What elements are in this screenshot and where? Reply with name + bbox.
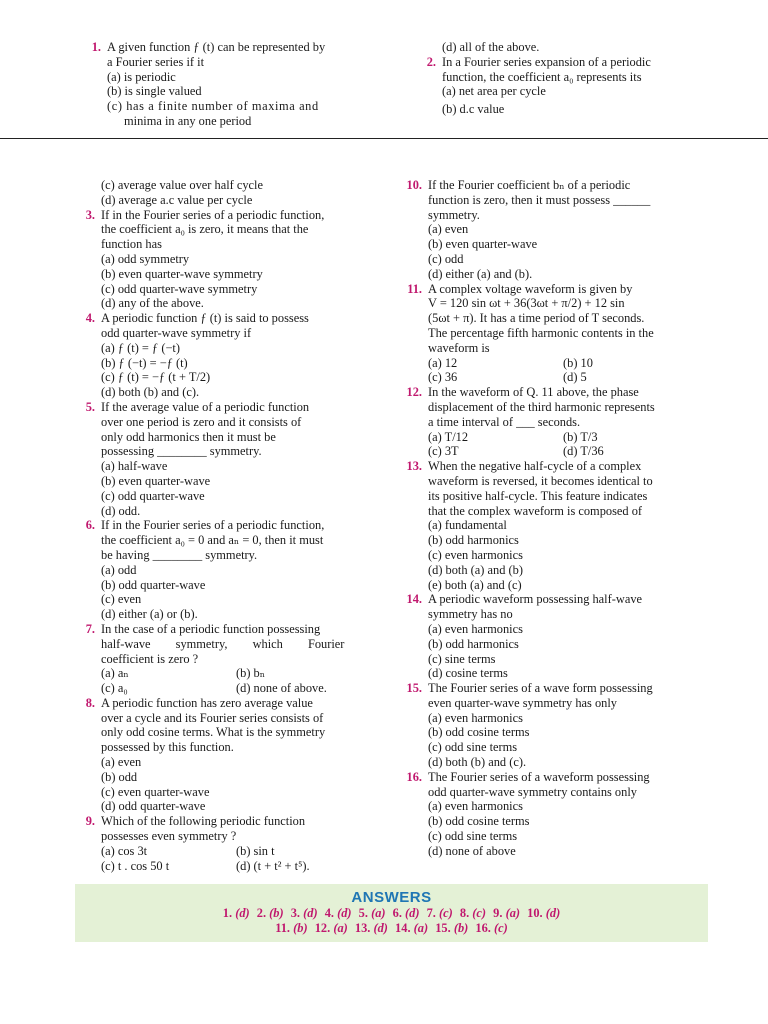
option: (d) 5: [563, 370, 587, 385]
question-number: 4.: [85, 311, 95, 326]
question-text: function, the coefficient a₀ represents its: [442, 69, 642, 84]
option: (a) cos 3t: [101, 843, 148, 858]
question-1: [79, 40, 377, 70]
question-6: [73, 518, 369, 562]
question-number: 12.: [406, 385, 422, 400]
option: (c) 3T: [428, 444, 459, 459]
question-number: 10.: [406, 178, 422, 192]
answer-value: (d): [545, 906, 561, 920]
answer-item: [223, 906, 250, 920]
option: (e) both (a) and (c): [428, 577, 522, 592]
question-text: symmetry has no: [428, 607, 513, 622]
question-text: Which of the following periodic function: [101, 814, 306, 829]
option: (b) odd quarter-wave: [101, 577, 206, 592]
question-text: If in the Fourier series of a periodic function,: [101, 207, 325, 222]
answer-number: 14.: [395, 921, 411, 935]
option: (b) even quarter-wave symmetry: [101, 266, 263, 281]
option: (d) odd quarter-wave: [101, 799, 206, 814]
answer-number: 8.: [459, 906, 470, 920]
question-number: 2.: [426, 54, 436, 69]
option: (a) aₙ: [101, 666, 129, 681]
question-4: [73, 311, 369, 341]
option: (c) a₀: [101, 681, 128, 696]
answers-box: [75, 884, 708, 942]
question-text: the coefficient a₀ is zero, it means that the: [101, 222, 309, 237]
answer-number: 6.: [392, 906, 402, 920]
question-text: odd quarter-wave symmetry if: [101, 325, 252, 340]
option: (a) even: [428, 222, 469, 237]
option: (d) average a.c value per cycle: [101, 192, 253, 207]
question-text: A periodic function ƒ (t) is said to possess: [101, 311, 309, 326]
option: (b) T/3: [563, 429, 598, 444]
option: (d) both (b) and (c).: [101, 385, 200, 400]
answer-value: (c): [439, 906, 453, 920]
answer-number: 2.: [256, 906, 267, 920]
top-right-column: [414, 40, 714, 117]
answer-number: 5.: [358, 906, 368, 920]
option: (d) either (a) or (b).: [101, 607, 198, 622]
option: (a) net area per cycle: [442, 84, 546, 99]
option: (d) cosine terms: [428, 666, 508, 681]
option: (b) odd: [101, 769, 138, 784]
answer-number: 15.: [435, 921, 451, 935]
option: (b) is single valued: [107, 84, 202, 99]
answer-value: (a): [371, 906, 386, 920]
answer-item: [493, 906, 520, 920]
question-text: V = 120 sin ωt + 36(3ωt + π/2) + 12 sin: [428, 296, 625, 311]
question-text: possessed by this function.: [101, 740, 234, 755]
option: (a) 12: [428, 355, 458, 370]
answer-value: (a): [333, 921, 348, 935]
question-5: [73, 400, 369, 459]
question-12: [400, 385, 698, 429]
answer-value: (b): [453, 921, 469, 935]
option-continuation: minima in any one period: [124, 113, 252, 128]
right-column: [400, 178, 698, 859]
answer-number: 4.: [324, 906, 334, 920]
option: (d) none of above: [428, 843, 516, 858]
option: (c) odd sine terms: [428, 740, 518, 755]
answers-row-1: [75, 906, 708, 921]
answer-item: [325, 906, 352, 920]
answer-item: [475, 921, 507, 935]
question-text: be having ________ symmetry.: [101, 547, 258, 562]
question-text: In a Fourier series expansion of a periodic: [442, 54, 651, 69]
option: (a) even harmonics: [428, 799, 523, 814]
answer-number: 16.: [475, 921, 491, 935]
question-text: only odd harmonics then it must be: [101, 429, 276, 444]
question-7: [73, 622, 369, 666]
answer-value: (d): [373, 921, 388, 935]
question-text: possessing ________ symmetry.: [101, 444, 262, 459]
question-text: waveform is: [428, 340, 490, 355]
option: (c) has a finite number of maxima and: [107, 99, 319, 114]
question-number: 13.: [406, 459, 422, 474]
answer-value: (a): [505, 906, 521, 920]
answer-item: [291, 906, 318, 920]
option: (c) even: [101, 592, 142, 607]
answer-value: (a): [413, 921, 429, 935]
answer-number: 3.: [290, 906, 301, 920]
question-3: [73, 208, 369, 252]
option: (b) odd harmonics: [428, 636, 519, 651]
option: (c) average value over half cycle: [101, 178, 264, 192]
option: (d) both (b) and (c).: [428, 755, 527, 770]
question-8: [73, 696, 369, 755]
option: (d) T/36: [563, 444, 604, 459]
question-text: function is zero, then it must possess ______: [428, 192, 651, 207]
question-14: [400, 592, 698, 622]
option: (c) odd sine terms: [428, 829, 518, 844]
answer-value: (c): [494, 921, 508, 935]
option-row: [73, 681, 369, 696]
option: (c) 36: [428, 370, 458, 385]
question-text: In the waveform of Q. 11 above, the phase: [428, 385, 639, 400]
answer-item: [460, 906, 486, 920]
question-2: [414, 55, 714, 85]
option: (d) (t + t² + t⁵).: [236, 858, 310, 873]
question-11: [400, 282, 698, 356]
question-number: 16.: [406, 769, 422, 784]
answer-value: (d): [303, 906, 318, 920]
question-text: If the average value of a periodic function: [101, 399, 310, 414]
answer-value: (b): [269, 906, 284, 920]
answer-item: [427, 906, 453, 920]
question-text: a Fourier series if it: [107, 54, 205, 69]
question-number: 5.: [85, 399, 95, 414]
answer-number: 9.: [493, 906, 503, 920]
answer-number: 12.: [314, 921, 331, 935]
question-text: odd quarter-wave symmetry contains only: [428, 784, 637, 799]
question-text: coefficient is zero ?: [101, 651, 199, 666]
option: (a) T/12: [428, 429, 469, 444]
question-16: [400, 770, 698, 800]
question-number: 3.: [85, 207, 95, 222]
option-row: [400, 444, 698, 459]
question-text: A periodic waveform possessing half-wave: [428, 592, 643, 607]
option-row: [400, 370, 698, 385]
answer-item: [359, 906, 386, 920]
option-row: [73, 859, 369, 874]
option: (b) odd cosine terms: [428, 725, 530, 740]
question-text: (5ωt + π). It has a time period of T seconds.: [428, 311, 645, 326]
answer-item: [355, 921, 388, 935]
option: (a) even: [101, 755, 142, 770]
question-text: possesses even symmetry ?: [101, 829, 237, 844]
option: (c) ƒ (t) = −ƒ (t + T/2): [101, 370, 211, 385]
question-text: A periodic function has zero average value: [101, 695, 313, 710]
option: (a) fundamental: [428, 518, 507, 533]
option: (a) even harmonics: [428, 621, 523, 636]
option: (c) odd: [428, 251, 464, 266]
answer-value: (b): [293, 921, 308, 935]
question-13: [400, 459, 698, 518]
top-left-column: [79, 40, 377, 129]
question-text: a time interval of ___ seconds.: [428, 414, 581, 429]
answer-number: 7.: [426, 906, 436, 920]
answers-row-2: [75, 921, 708, 936]
answer-item: [527, 906, 560, 920]
question-text: The Fourier series of a waveform possessing: [428, 769, 650, 784]
question-number: 9.: [85, 814, 95, 829]
option: (a) odd: [101, 562, 137, 577]
answer-item: [395, 921, 428, 935]
question-number: 1.: [91, 40, 101, 54]
option: (a) odd symmetry: [101, 251, 190, 266]
option-row: [73, 666, 369, 681]
section-divider: [0, 138, 768, 139]
question-10: [400, 178, 698, 222]
question-text: If the Fourier coefficient bₙ of a periodic: [428, 178, 631, 192]
answer-item: [393, 906, 420, 920]
option: (c) even quarter-wave: [101, 784, 210, 799]
question-text: symmetry.: [428, 207, 480, 222]
left-column: [73, 178, 369, 873]
option-row: [400, 430, 698, 445]
answer-item: [435, 921, 468, 935]
option: (d) none of above.: [236, 681, 327, 696]
answers-title: ANSWERS: [351, 889, 432, 906]
question-text: In the case of a periodic function possessing: [101, 621, 321, 636]
answer-item: [257, 906, 284, 920]
answer-value: (d): [337, 906, 352, 920]
option: (b) odd harmonics: [428, 533, 519, 548]
option: (c) even harmonics: [428, 547, 523, 562]
answer-value: (d): [235, 906, 250, 920]
question-text: the coefficient a₀ = 0 and aₙ = 0, then it must: [101, 533, 324, 548]
question-text: its positive half-cycle. This feature indicates: [428, 488, 648, 503]
question-text: A given function ƒ (t) can be represented by: [107, 40, 326, 54]
question-text: only odd cosine terms. What is the symmetry: [101, 725, 326, 740]
question-text: The percentage fifth harmonic contents in the: [428, 325, 654, 340]
option: (a) half-wave: [101, 459, 168, 474]
question-number: 7.: [85, 621, 95, 636]
option: (b) 10: [563, 355, 593, 370]
question-text: If in the Fourier series of a periodic function,: [101, 518, 325, 533]
option: (a) is periodic: [107, 69, 176, 84]
question-text: function has: [101, 237, 162, 252]
question-number: 8.: [85, 695, 95, 710]
answer-number: 13.: [354, 921, 371, 935]
question-text: even quarter-wave symmetry has only: [428, 695, 617, 710]
option: (b) d.c value: [442, 102, 505, 117]
question-15: [400, 681, 698, 711]
answer-item: [275, 921, 307, 935]
question-number: 11.: [407, 281, 422, 296]
option: (d) any of the above.: [101, 296, 204, 311]
option: (b) even quarter-wave: [428, 237, 538, 252]
question-9: [73, 814, 369, 844]
option: (a) ƒ (t) = ƒ (−t): [101, 340, 180, 355]
option: (c) t . cos 50 t: [101, 858, 170, 873]
question-text: waveform is reversed, it becomes identical to: [428, 473, 653, 488]
question-text: When the negative half-cycle of a complex: [428, 459, 642, 474]
option: (b) ƒ (−t) = −ƒ (t): [101, 355, 188, 370]
question-text: that the complex waveform is composed of: [428, 503, 643, 518]
option: (d) odd.: [101, 503, 141, 518]
option: (d) both (a) and (b): [428, 562, 523, 577]
answer-value: (d): [405, 906, 420, 920]
question-text: The Fourier series of a wave form possessing: [428, 681, 653, 696]
question-number: 14.: [406, 592, 422, 607]
option: (c) odd quarter-wave: [101, 488, 205, 503]
option: (c) sine terms: [428, 651, 496, 666]
answer-number: 11.: [275, 921, 291, 935]
option-row: [400, 356, 698, 371]
answer-item: [315, 921, 348, 935]
answer-value: (c): [472, 906, 487, 920]
question-text: displacement of the third harmonic represents: [428, 399, 655, 414]
option: (c) odd quarter-wave symmetry: [101, 281, 258, 296]
option: (d) all of the above.: [442, 40, 540, 54]
question-text: A complex voltage waveform is given by: [428, 281, 633, 296]
question-text: over a cycle and its Fourier series consists of: [101, 710, 324, 725]
question-text: half-wave symmetry, which Fourier: [101, 636, 345, 651]
option: (b) even quarter-wave: [101, 473, 211, 488]
option: (a) even harmonics: [428, 710, 523, 725]
option: (b) bₙ: [236, 666, 266, 681]
question-number: 6.: [85, 518, 95, 533]
answer-number: 10.: [527, 906, 543, 920]
option-row: [73, 844, 369, 859]
answer-number: 1.: [222, 906, 233, 920]
question-text: over one period is zero and it consists of: [101, 414, 302, 429]
question-number: 15.: [406, 681, 422, 696]
option: (d) either (a) and (b).: [428, 266, 533, 281]
option: (b) odd cosine terms: [428, 814, 530, 829]
option: (b) sin t: [236, 843, 275, 858]
